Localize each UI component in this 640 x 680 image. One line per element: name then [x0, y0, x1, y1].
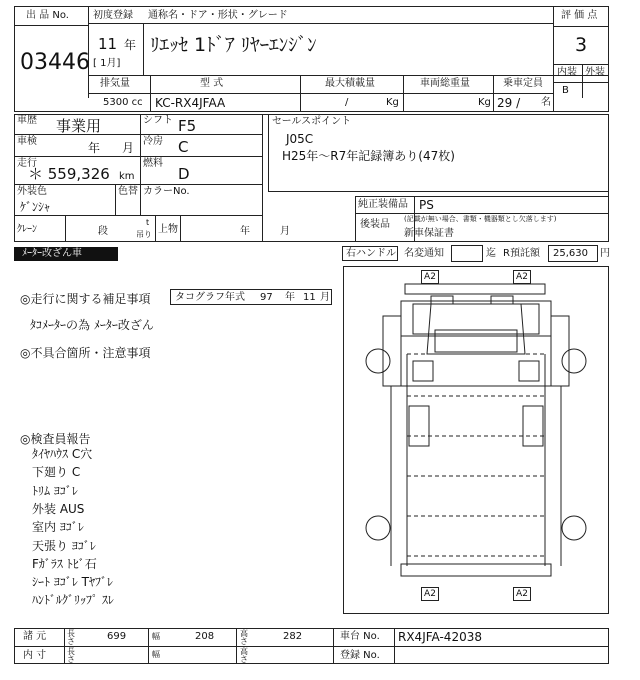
- color: ｹﾞﾝｼｬ: [20, 200, 51, 214]
- dims-label: 諸 元: [23, 631, 47, 642]
- odometer-record: 25,630: [553, 248, 588, 259]
- car-name-label: 通称名・ドア・形状・グレード: [148, 10, 288, 21]
- loading-label: 上物: [158, 224, 178, 235]
- length: 699: [107, 631, 127, 642]
- max-load-unit: Kg: [386, 97, 399, 108]
- odometer-record-unit: 円: [600, 248, 610, 259]
- bus-diagram: [343, 266, 609, 614]
- length-label: 長さ: [67, 629, 75, 646]
- inspector-label: ◎検査員報告: [20, 432, 91, 446]
- capacity-unit: 名: [541, 97, 551, 108]
- fuel: D: [178, 165, 190, 183]
- crane-lift: 吊り: [136, 230, 152, 239]
- overall-grade: 3: [575, 34, 588, 56]
- max-load: /: [345, 97, 349, 108]
- loading-month: 月: [280, 226, 290, 237]
- inspector-item: 下廻り C: [32, 465, 81, 479]
- sales-points-label: セールスポイント: [272, 116, 352, 127]
- crane-label: ｸﾚｰﾝ: [17, 224, 37, 235]
- sales-point-line-2: H25年～R7年記録簿あり(47枚): [282, 149, 455, 163]
- height: 282: [283, 631, 303, 642]
- odometer-tampered-text: ﾒｰﾀｰ改ざん車: [22, 248, 82, 259]
- name-change-label: 名変通知: [404, 248, 444, 259]
- ac-label: 冷房: [143, 136, 163, 147]
- aftermarket-note: (記載が無い場合、書類・機器類とし欠落します): [404, 215, 557, 223]
- inner-width-label: 幅: [152, 650, 160, 659]
- tacho-year-unit: 年: [285, 292, 295, 303]
- inspector-item: 外装 AUS: [32, 502, 85, 516]
- mileage-label: 走行: [17, 158, 37, 169]
- driving-notes-label: ◎走行に関する補足事項: [20, 292, 151, 306]
- history-label: 車歴: [17, 115, 37, 126]
- tacho-year: 97: [260, 292, 273, 303]
- inspector-item: Fｶﾞﾗｽ ﾄﾋﾞ石: [32, 557, 97, 571]
- name-change-box: [451, 245, 483, 262]
- inner-height-label: 高さ: [240, 647, 248, 664]
- inspector-item: ｼｰﾄ ﾖｺﾞﾚ Tﾔﾌﾞﾚ: [32, 575, 113, 589]
- history: 事業用: [56, 117, 102, 135]
- width: 208: [195, 631, 215, 642]
- crane-lift-t: t: [146, 218, 150, 227]
- inner-length-label: 長さ: [67, 647, 75, 664]
- displacement-label: 排気量: [100, 78, 130, 89]
- ac: C: [178, 138, 189, 156]
- lost-label: 迄: [486, 248, 496, 259]
- defects-label: ◎不具合箇所・注意事項: [20, 346, 151, 360]
- sales-point-line-1: J05C: [286, 132, 314, 146]
- damage-tag: A2: [421, 270, 439, 284]
- shift: F5: [178, 117, 197, 135]
- chassis: RX4JFA-42038: [398, 630, 482, 644]
- capacity-label: 乗車定員: [503, 78, 543, 89]
- inspector-item: ﾄﾘﾑ ﾖｺﾞﾚ: [32, 484, 78, 498]
- car-name: ﾘｴｯｾ 1ﾄﾞｱ ﾘﾔｰｴﾝｼﾞﾝ: [150, 34, 317, 56]
- damage-tag: A2: [513, 587, 531, 601]
- odometer-record-label: R預託額: [503, 248, 540, 259]
- inspector-item: ﾊﾝﾄﾞﾙｸﾞﾘｯﾌﾟ ｽﾚ: [32, 593, 114, 607]
- max-load-label: 最大積載量: [325, 78, 375, 89]
- height-label: 高さ: [240, 629, 248, 646]
- gross-weight-label: 車両総重量: [420, 78, 470, 89]
- aftermarket-label: 後装品: [360, 219, 390, 230]
- loading-year: 年: [240, 226, 250, 237]
- first-reg-year: 11: [98, 35, 118, 53]
- color-no-label: カラーNo.: [143, 186, 190, 197]
- damage-tag: A2: [513, 270, 531, 284]
- model: KC-RX4JFAA: [155, 96, 226, 110]
- genuine-equipment-label: 純正装備品: [358, 199, 408, 210]
- first-reg-label: 初度登録: [93, 10, 133, 21]
- lot-no: 03446: [20, 50, 90, 75]
- tacho-month: 11: [303, 292, 316, 303]
- gross-weight-unit: Kg: [478, 97, 491, 108]
- inspector-item: 室内 ﾖｺﾞﾚ: [32, 520, 84, 534]
- width-label: 幅: [152, 632, 160, 641]
- inspection-label: 車検: [17, 136, 37, 147]
- interior-grade: B: [562, 85, 569, 96]
- registration-label: 登録 No.: [340, 650, 380, 661]
- inspector-item: 天張り ﾖｺﾞﾚ: [32, 539, 96, 553]
- color-change-label: 色替: [118, 186, 138, 197]
- mileage: ＊ 559,326: [28, 165, 110, 183]
- first-reg-month: [ 1月]: [93, 58, 121, 69]
- driving-notes-text: ﾀｺﾒｰﾀｰの為 ﾒｰﾀｰ改ざん: [30, 318, 154, 332]
- displacement: 5300 cc: [103, 97, 143, 108]
- crane-stage: 段: [98, 226, 108, 237]
- grade-label: 評 価 点: [561, 10, 598, 21]
- right-handle: 右ハンドル: [346, 248, 396, 259]
- tacho-label: タコグラフ年式: [175, 292, 245, 303]
- interior-label: 内装: [557, 67, 577, 78]
- first-reg-year-unit: 年: [124, 38, 137, 52]
- capacity: 29 /: [497, 96, 521, 110]
- model-label: 型 式: [200, 78, 224, 89]
- lot-no-label: 出 品 No.: [26, 10, 69, 21]
- shift-label: シフト: [143, 115, 173, 126]
- damage-tag: A2: [421, 587, 439, 601]
- chassis-label: 車台 No.: [340, 631, 380, 642]
- inspector-item: ﾀｲﾔﾊｳｽ C穴: [32, 447, 93, 461]
- color-label: 外装色: [17, 186, 47, 197]
- genuine-equipment: PS: [419, 198, 434, 212]
- tacho-month-unit: 月: [320, 292, 330, 303]
- inner-dims-label: 内 寸: [23, 650, 47, 661]
- mileage-unit: km: [119, 171, 135, 182]
- inspection-year: 年: [88, 141, 101, 155]
- warranty: 新車保証書: [404, 228, 454, 239]
- inspection-month: 月: [122, 141, 135, 155]
- exterior-label: 外装: [585, 67, 605, 78]
- fuel-label: 燃料: [143, 158, 163, 169]
